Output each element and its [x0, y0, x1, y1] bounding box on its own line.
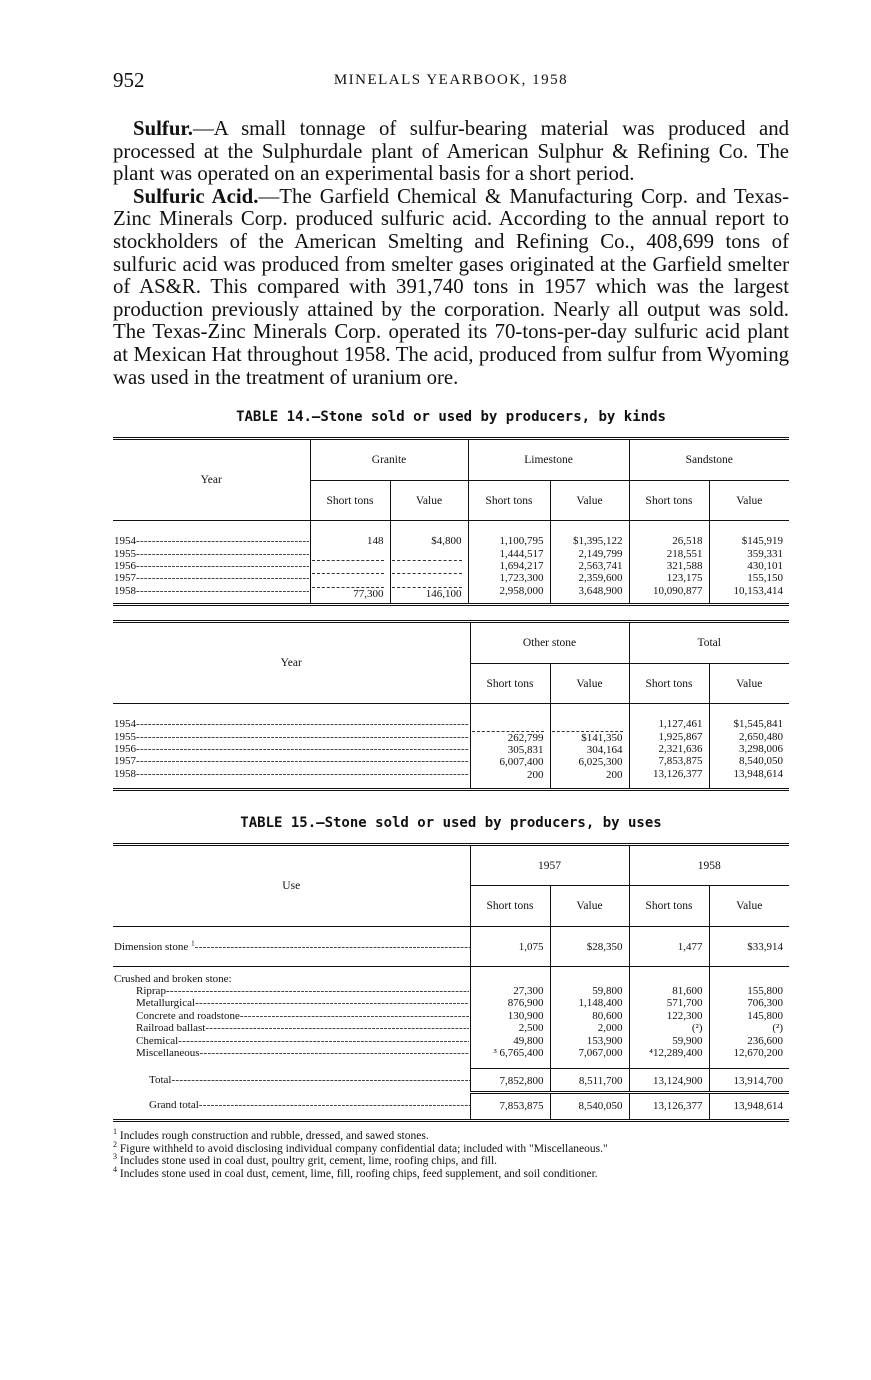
sulfur-text: —A small tonnage of sulfur-bearing material was produced and processed at the Sulphurdale plant of American Sulphur & Refining Co. The plant was operated on an experimental basis for a short period. — [113, 117, 789, 186]
table-cell: $33,914 — [709, 927, 789, 966]
table14-title: TABLE 14.—Stone sold or used by producers, by kinds — [236, 409, 666, 426]
limestone-value-column: $1,395,122 2,149,799 2,563,741 2,359,600 3,648,900 — [550, 521, 629, 605]
page-header — [113, 68, 789, 100]
col-short-tons: Short tons — [629, 481, 709, 521]
total-header: Total — [629, 622, 789, 664]
table-row-grand-total — [113, 1093, 789, 1121]
table-cell: 1,075 — [470, 927, 550, 966]
total-value-column: $1,545,841 2,650,480 3,298,006 8,540,050 13,948,614 — [709, 704, 789, 790]
table-row-label: 1954 ----- — [114, 535, 309, 547]
table-cell: 13,914,700 — [709, 1068, 789, 1092]
col-value: Value — [550, 481, 629, 521]
table-row-label: Miscellaneous ----- — [114, 1047, 469, 1067]
table-row-label: 1957 ----- — [114, 572, 309, 584]
table-cell: 8,511,700 — [550, 1068, 629, 1092]
footnote: $^2$ Figure withheld to avoid disclosing individual company confidential data; included with "Miscellaneous." — [113, 1139, 608, 1155]
col-value: Value — [390, 481, 468, 521]
other-stone-tons-column: 262,799 305,831 6,007,400 200 — [470, 704, 550, 790]
year-1957-header: 1957 — [470, 845, 629, 886]
sulfuric-acid-text: —The Garfield Chemical & Manufacturing Corp. and Texas-Zinc Minerals Corp. produced sulfuric acid. According to the annual report to stockholders of the American Smelting and Refining Co., 408,699 tons of sulfuric acid was produced from smelter gases originated at the Garfield smelter of AS&R. This compared with 391,740 tons in 1957 which was the largest production previously attained by the corporation. Nearly all output was sold. The Texas-Zinc Minerals Corp. operated its 70-tons-per-day sulfuric acid plant at Mexican Hat throughout 1958. The acid, produced from sulfur from Wyoming was used in the treatment of uranium ore. — [113, 184, 789, 389]
footnote: $^4$ Includes stone used in coal dust, cement, lime, fill, roofing chips, feed supplement, and soil conditioner. — [113, 1164, 598, 1180]
use-header: Use — [113, 845, 470, 927]
table-row-label: 1955 ----- — [114, 731, 469, 743]
table14-part1 — [113, 437, 789, 606]
tons-1958-column: 81,600 571,700 122,300 (²) 59,900 ⁴12,289,400 — [629, 966, 709, 1068]
sulfur-paragraph — [113, 118, 789, 186]
table-cell: 8,540,050 — [550, 1093, 629, 1121]
col-short-tons: Short tons — [310, 481, 390, 521]
sulfuric-acid-paragraph — [113, 186, 789, 389]
year-column — [113, 521, 310, 605]
other-stone-header: Other stone — [470, 622, 629, 664]
table-row-label: Total ----- — [113, 1068, 470, 1092]
table-section — [113, 966, 789, 1068]
table-cell: 13,124,900 — [629, 1068, 709, 1092]
granite-header: Granite — [310, 439, 468, 481]
granite-value-column: $4,800 146,100 — [390, 521, 468, 605]
footnote: $^3$ Includes stone used in coal dust, poultry grit, cement, lime, roofing chips, and fill. — [113, 1152, 498, 1168]
sandstone-tons-column: 26,518 218,551 321,588 123,175 10,090,877 — [629, 521, 709, 605]
col-short-tons: Short tons — [629, 886, 709, 927]
table15-title: TABLE 15.—Stone sold or used by producers, by uses — [240, 815, 662, 832]
col-value: Value — [709, 481, 789, 521]
table-row-label: Dimension stone $^1$ ----- — [113, 927, 470, 966]
sandstone-value-column: $145,919 359,331 430,101 155,150 10,153,414 — [709, 521, 789, 605]
value-1958-column: 155,800 706,300 145,800 (²) 236,600 12,670,200 — [709, 966, 789, 1068]
table-row — [113, 927, 789, 966]
table-row-label: 1955 ----- — [114, 548, 309, 560]
sandstone-header: Sandstone — [629, 439, 789, 481]
table-row-label: 1954 ----- — [114, 718, 469, 730]
year-column — [113, 704, 470, 790]
value-1957-column: 59,800 1,148,400 80,600 2,000 153,900 7,067,000 — [550, 966, 629, 1068]
page-number: 952 — [113, 68, 145, 92]
table-row-label: Metallurgical ----- — [114, 997, 469, 1009]
table-row-label: 1958 ----- — [114, 768, 469, 780]
sulfur-heading: Sulfur. — [133, 117, 193, 140]
tons-1957-column: 27,300 876,900 130,900 2,500 49,800 ³ 6,765,400 — [470, 966, 550, 1068]
col-value: Value — [709, 886, 789, 927]
crushed-stone-block — [113, 966, 470, 1068]
document-page — [113, 68, 789, 1180]
table-row-total — [113, 1068, 789, 1092]
table-row-label: 1958 ----- — [114, 585, 309, 597]
table-row-label: Railroad ballast ----- — [114, 1022, 469, 1034]
table-cell: 7,853,875 — [470, 1093, 550, 1121]
col-short-tons: Short tons — [470, 886, 550, 927]
col-value: Value — [709, 664, 789, 704]
other-stone-value-column: $141,350 304,164 6,025,300 200 — [550, 704, 629, 790]
col-value: Value — [550, 886, 629, 927]
limestone-tons-column: 1,100,795 1,444,517 1,694,217 1,723,300 2,958,000 — [468, 521, 550, 605]
col-value: Value — [550, 664, 629, 704]
table-row-label: 1956 ----- — [114, 560, 309, 572]
table-row-label: 1956 ----- — [114, 743, 469, 755]
section-label: Crushed and broken stone: — [114, 972, 232, 985]
col-short-tons: Short tons — [629, 664, 709, 704]
col-short-tons: Short tons — [468, 481, 550, 521]
granite-tons-column: 148 77,300 — [310, 521, 390, 605]
year-1958-header: 1958 — [629, 845, 789, 886]
table-cell: 13,126,377 — [629, 1093, 709, 1121]
table-cell: 13,948,614 — [709, 1093, 789, 1121]
sulfuric-acid-heading: Sulfuric Acid. — [133, 184, 259, 208]
table-cell: $28,350 — [550, 927, 629, 966]
footnote: $^1$ Includes rough construction and rubble, dressed, and sawed stones. — [113, 1127, 429, 1143]
year-header: Year — [113, 622, 470, 704]
total-tons-column: 1,127,461 1,925,867 2,321,636 7,853,875 13,126,377 — [629, 704, 709, 790]
table-cell: 1,477 — [629, 927, 709, 966]
table-cell: 7,852,800 — [470, 1068, 550, 1092]
table-row-label: Concrete and roadstone ----- — [114, 1010, 469, 1022]
table14-part2 — [113, 620, 789, 791]
table-row-label: Chemical ----- — [114, 1035, 469, 1047]
year-header: Year — [113, 439, 310, 521]
footnotes — [113, 1127, 789, 1180]
table-row-label: 1957 ----- — [114, 755, 469, 767]
table-row-label: Riprap ----- — [114, 985, 469, 997]
running-title: MINELALS YEARBOOK, 1958 — [333, 72, 569, 88]
limestone-header: Limestone — [468, 439, 629, 481]
table-row-label: Grand total ----- — [113, 1093, 470, 1121]
table15 — [113, 843, 789, 1122]
col-short-tons: Short tons — [470, 664, 550, 704]
